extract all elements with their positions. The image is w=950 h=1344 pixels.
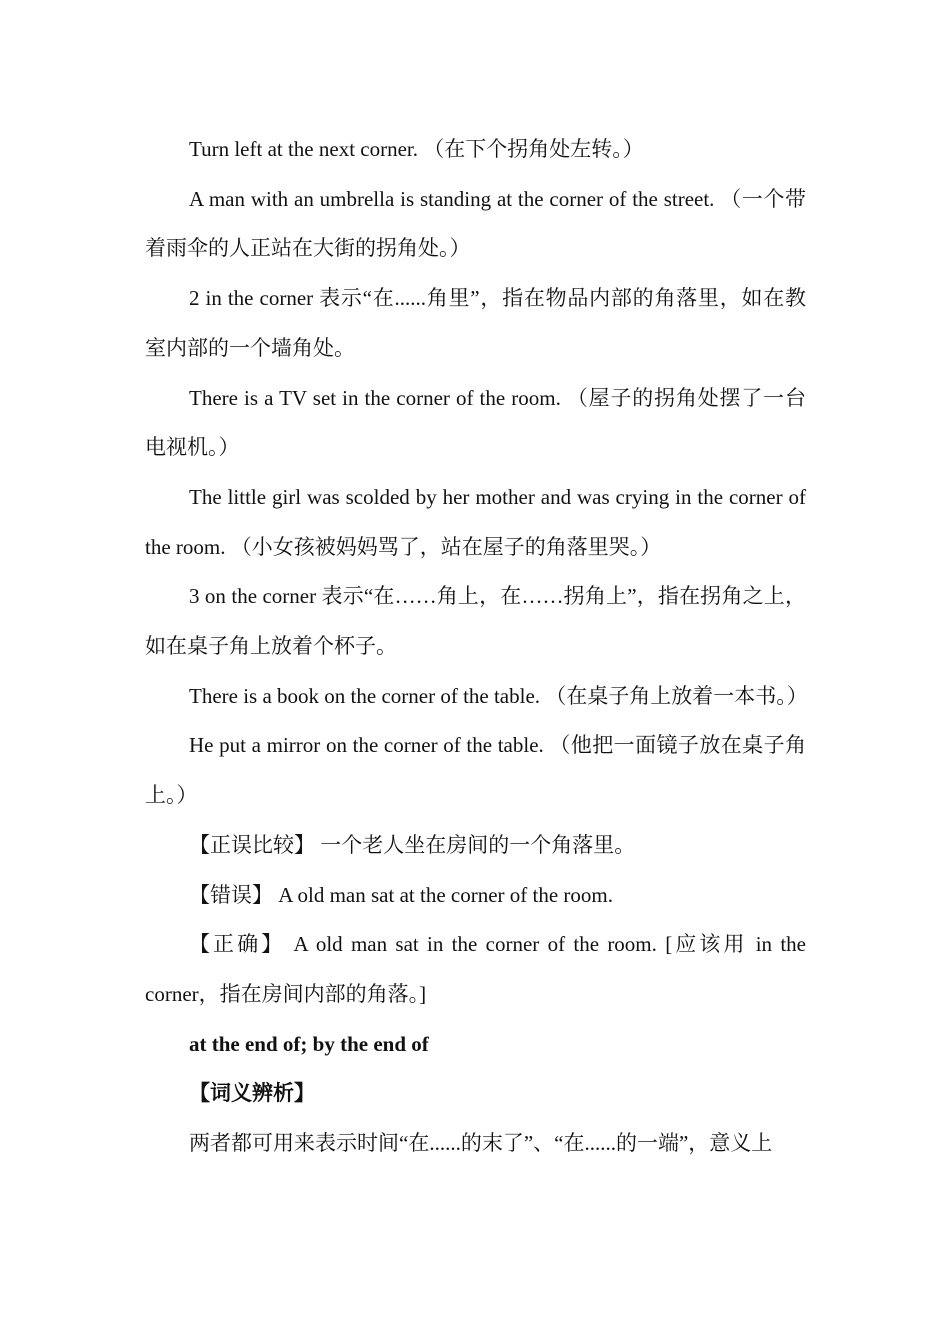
document-page	[145, 125, 806, 1169]
point-on-the-corner: 3 on the corner 表示“在……角上，在……拐角上”，指在拐角之上，如在桌子角上放着个杯子。	[145, 584, 806, 659]
wrong-example: 【错误】 A old man sat at the corner of the room.	[189, 882, 613, 907]
analysis-heading: 【词义辨析】	[189, 1081, 315, 1106]
example-tv-set: There is a TV set in the corner of the room. （屋子的拐角处摆了一台电视机。）	[145, 385, 806, 460]
point-in-the-corner: 2 in the corner 表示“在......角里”，指在物品内部的角落里，如在教室内部的一个墙角处。	[145, 286, 806, 360]
comparison-heading: 【正误比较】 一个老人坐在房间的一个角落里。	[189, 832, 636, 857]
section-heading: at the end of; by the end of	[189, 1031, 429, 1056]
example-turn-left: Turn left at the next corner. （在下个拐角处左转。）	[189, 137, 644, 161]
example-man-umbrella: A man with an umbrella is standing at the corner of the street. （一个带着雨伞的人正站在大街的拐角处。）	[145, 186, 806, 261]
example-mirror: He put a mirror on the corner of the table. （他把一面镜子放在桌子角上。）	[145, 733, 806, 808]
example-little-girl: The little girl was scolded by her mother and was crying in the corner of the room. （小女孩被妈妈骂了，站在屋子的角落里哭。）	[145, 484, 806, 559]
analysis-text: 两者都可用来表示时间“在......的末了”、“在......的一端”，意义上	[189, 1131, 773, 1156]
example-book: There is a book on the corner of the table. （在桌子角上放着一本书。）	[189, 683, 808, 708]
correct-example: 【正确】 A old man sat in the corner of the room. [应该用 in the corner，指在房间内部的角落。]	[145, 932, 806, 1006]
